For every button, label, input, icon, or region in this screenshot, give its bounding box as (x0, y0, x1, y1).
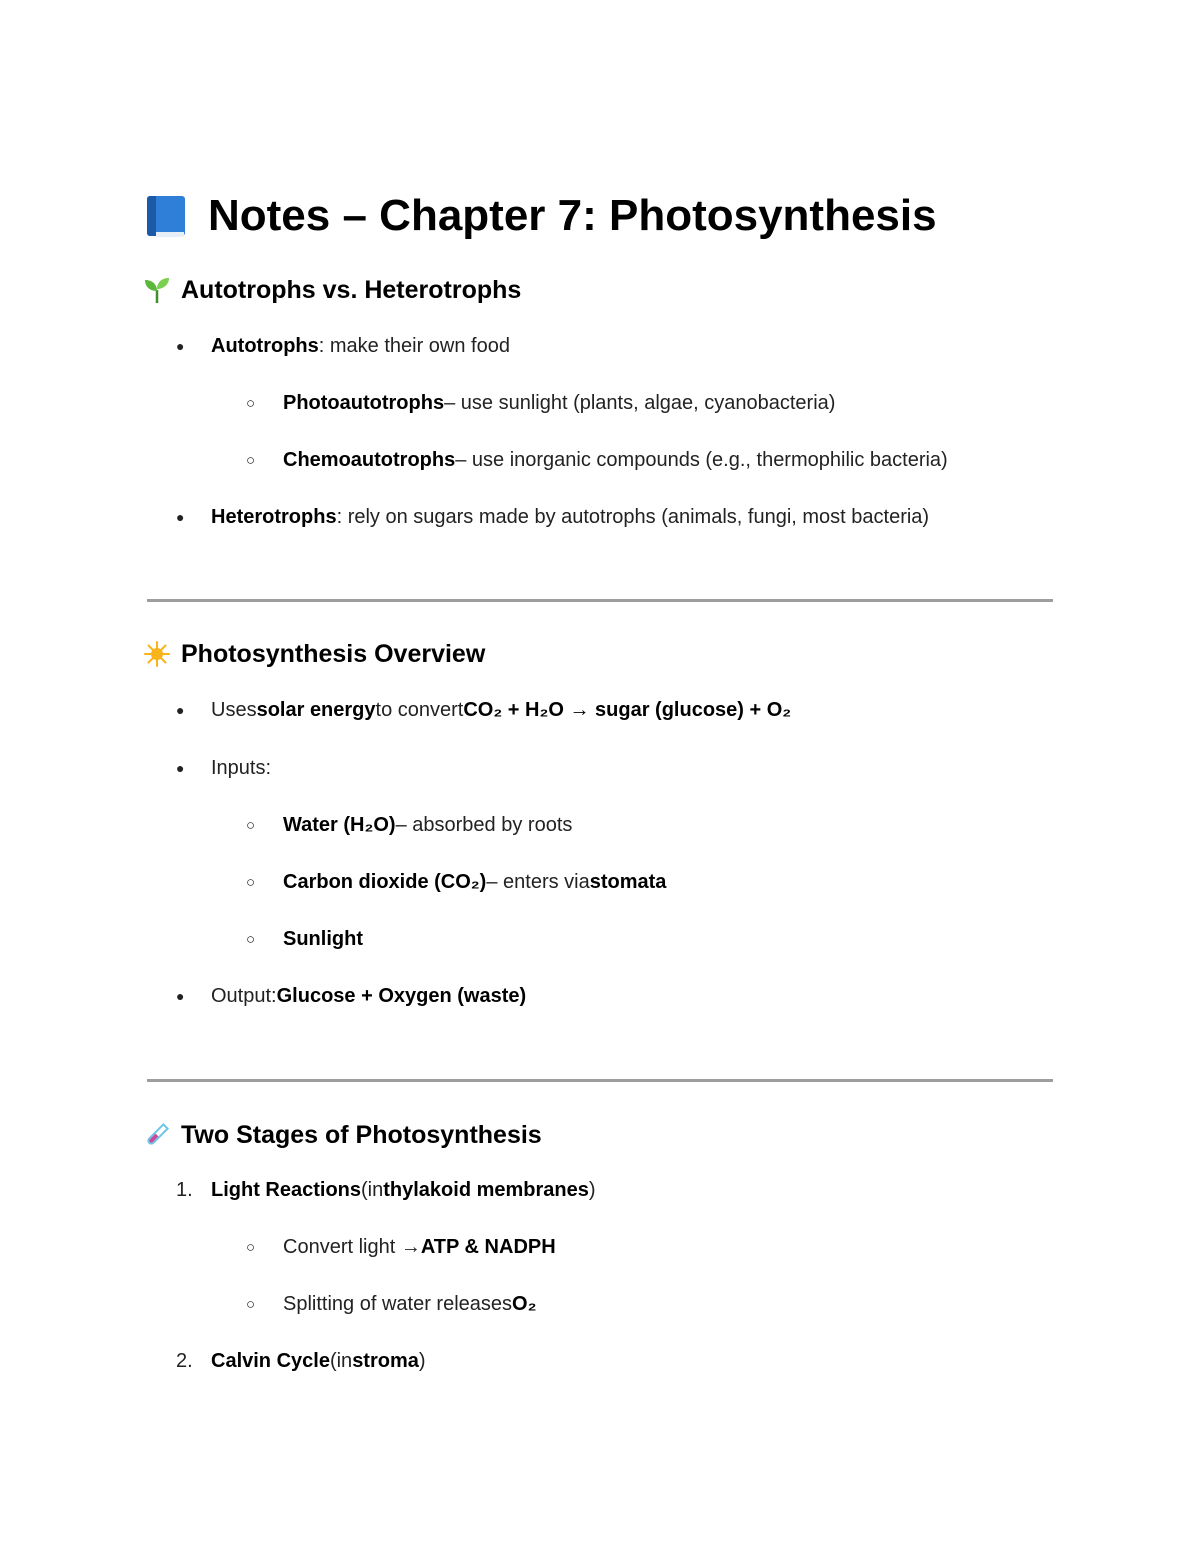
section-heading-stages (143, 1117, 542, 1153)
term: O₂ (512, 1292, 537, 1315)
item-text: : make their own food (318, 334, 510, 357)
item-text: Splitting of water releases (283, 1292, 513, 1315)
bullet-marker: ○ (246, 930, 256, 948)
item-text: – absorbed by roots (395, 813, 573, 836)
list-item (176, 1176, 596, 1204)
term: Chemoautotrophs (283, 448, 456, 471)
term: stroma (352, 1349, 419, 1372)
seedling-icon (143, 276, 171, 304)
term: Carbon dioxide (CO₂) (283, 870, 487, 893)
section-heading-text: Two Stages of Photosynthesis (181, 1120, 542, 1149)
item-text: Uses (211, 698, 257, 721)
bullet-marker: ● (176, 509, 185, 525)
section-heading-text: Photosynthesis Overview (181, 639, 486, 668)
item-text: – use inorganic compounds (e.g., thermophilic bacteria) (455, 448, 948, 471)
section-heading-text: Autotrophs vs. Heterotrophs (181, 275, 522, 304)
bullet-marker: ● (176, 988, 185, 1004)
item-text: – enters via (486, 870, 590, 893)
sub-list-item (246, 1233, 556, 1261)
test-tube-icon (137, 1115, 177, 1155)
bullet-marker: ● (176, 760, 185, 776)
term: Autotrophs (211, 334, 319, 357)
bullet-marker: ○ (246, 394, 256, 412)
sub-list-item (246, 1290, 536, 1318)
section-heading-autotrophs (143, 272, 521, 308)
page-title (144, 188, 937, 244)
item-text: (in (329, 1349, 353, 1372)
term: Calvin Cycle (211, 1349, 330, 1372)
sub-list-item (246, 925, 363, 953)
list-item (176, 982, 526, 1010)
item-text: : rely on sugars made by autotrophs (animals, fungi, most bacteria) (336, 505, 930, 528)
bullet-marker: ● (176, 338, 185, 354)
item-text: Convert light → (283, 1235, 421, 1258)
list-item (176, 503, 929, 531)
item-text: ) (588, 1178, 596, 1201)
sub-list-item (246, 868, 666, 896)
sub-list-item (246, 811, 572, 839)
bullet-marker: ○ (246, 1295, 256, 1313)
list-item (176, 696, 791, 724)
list-item (176, 1347, 426, 1375)
equation: CO₂ + H₂O → sugar (glucose) + O₂ (463, 698, 792, 721)
term: ATP & NADPH (420, 1235, 556, 1258)
item-text: Inputs: (211, 756, 272, 779)
item-text: Output: (211, 984, 277, 1007)
item-text: (in (361, 1178, 384, 1201)
term: Light Reactions (211, 1178, 362, 1201)
horizontal-divider (147, 599, 1053, 602)
bullet-marker: ○ (246, 873, 256, 891)
term: solar energy (256, 698, 376, 721)
list-number: 1. (176, 1178, 193, 1201)
item-text: ) (418, 1349, 426, 1372)
list-item (176, 332, 510, 360)
horizontal-divider (147, 1079, 1053, 1082)
term: Glucose + Oxygen (waste) (276, 984, 527, 1007)
term: Water (H₂O) (283, 813, 396, 836)
bullet-marker: ○ (246, 816, 256, 834)
sun-icon (143, 640, 171, 668)
page-title-text: Notes – Chapter 7: Photosynthesis (208, 191, 937, 240)
term: stomata (589, 870, 667, 893)
sub-list-item (246, 446, 948, 474)
term: thylakoid membranes (383, 1178, 589, 1201)
list-number: 2. (176, 1349, 193, 1372)
bullet-marker: ○ (246, 451, 256, 469)
bullet-marker: ● (176, 702, 185, 718)
blue-book-icon (144, 194, 188, 238)
term: Heterotrophs (211, 505, 337, 528)
list-item (176, 754, 271, 782)
item-text: to convert (375, 698, 464, 721)
term: Photoautotrophs (283, 391, 445, 414)
term: Sunlight (283, 927, 363, 950)
section-heading-overview (143, 636, 485, 672)
bullet-marker: ○ (246, 1238, 256, 1256)
item-text: – use sunlight (plants, algae, cyanobacteria) (444, 391, 836, 414)
sub-list-item (246, 389, 835, 417)
